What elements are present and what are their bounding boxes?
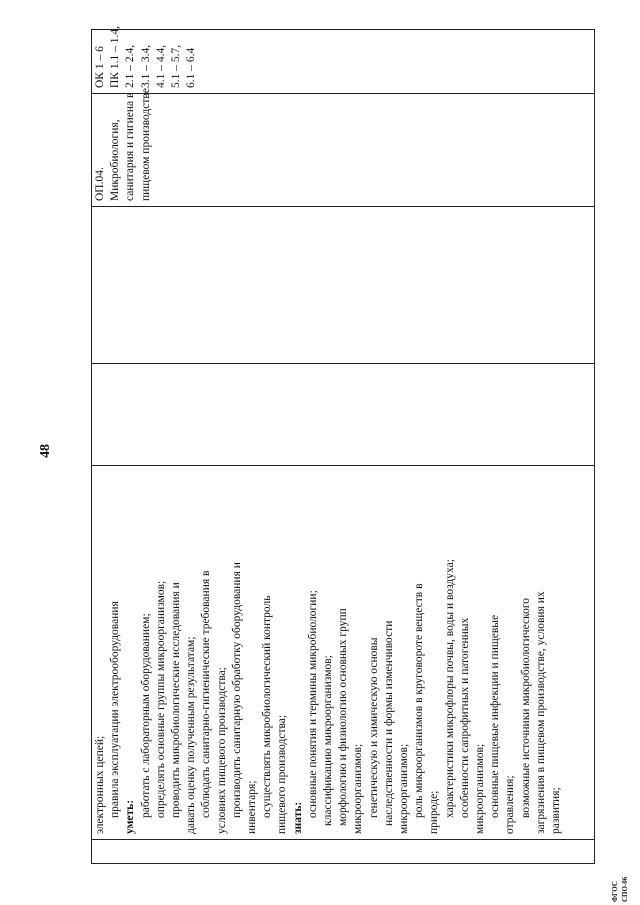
skill-line: электронных цепей;: [94, 735, 106, 834]
landscape-page: [91, 26, 595, 864]
skill-line: отравления;: [504, 775, 517, 834]
skill-line: развития;: [550, 787, 563, 834]
skill-line: условиях пищевого производства;: [215, 667, 228, 834]
skill-line: работать с лабораторным оборудованием;: [139, 613, 152, 818]
skill-line: загрязнения в пищевом производстве, условия их: [534, 591, 547, 834]
skill-line: микроорганизмов;: [398, 743, 411, 834]
competence-line: 2.1 – 2.4,: [124, 44, 137, 88]
skill-line: давать оценку полученным результатам;: [185, 636, 198, 834]
skill-line: возможные источники микробиологического: [519, 597, 532, 818]
section-heading: уметь:: [124, 799, 137, 834]
skill-line: особенности сапрофитных и патогенных: [458, 617, 471, 818]
discipline-line: пищевом производстве: [139, 88, 152, 201]
skill-line: определять основные группы микроорганизмов;: [154, 580, 167, 818]
skill-line: основные пищевые инфекции и пищевые: [489, 614, 502, 818]
skill-line: классификацию микроорганизмов;: [322, 655, 335, 826]
skill-line: проводить микробиологические исследования и: [170, 582, 183, 818]
skill-line: пищевого производства;: [276, 714, 289, 834]
skill-line: наследственности и формы изменчивости: [382, 620, 395, 826]
competences-cell: [92, 26, 595, 94]
section-heading: знать:: [291, 801, 304, 834]
classroom-hours-cell: [92, 207, 595, 364]
skill-line: осуществлять микробиологический контроль: [261, 595, 274, 818]
skill-line: соблюдать санитарно-гигиенические требования в: [200, 570, 213, 818]
table-row: [92, 30, 595, 864]
discipline-line: санитария и гигиена в: [124, 92, 137, 201]
skill-line: природе;: [428, 790, 441, 834]
footer-code: ФГОС СПО-06: [611, 876, 629, 902]
competence-line: ОК 1 – 6: [94, 46, 106, 88]
skill-line: характеристики микрофлоры почвы, воды и воздуха;: [443, 559, 456, 818]
competence-line: 4.1 – 4.4,: [154, 44, 167, 88]
skills-knowledge-cell: [92, 466, 595, 840]
skill-line: основные понятия и термины микробиологии;: [306, 590, 319, 818]
skill-line: роль микроорганизмов в круговороте веществ в: [413, 583, 426, 818]
competence-line: 5.1 – 5.7,: [170, 44, 183, 88]
skill-line: микроорганизмов;: [474, 743, 487, 834]
competence-line: 6.1 – 6.4: [185, 47, 198, 88]
skill-line: микроорганизмов;: [352, 743, 365, 834]
max-hours-cell: [92, 364, 595, 466]
curriculum-table: [91, 26, 595, 864]
skill-line: производить санитарную обработку оборудования и: [230, 562, 243, 818]
competence-line: 3.1 – 3.4,: [139, 44, 152, 88]
competence-line: ПК 1.1 – 1.4,: [109, 26, 122, 88]
page-number: 48: [38, 444, 53, 458]
skill-line: правила эксплуатации электрооборудования: [109, 601, 122, 818]
index-cell: [92, 840, 595, 864]
discipline-line: ОП.04.: [94, 167, 106, 201]
skill-line: генетическую и химическую основы: [367, 637, 380, 818]
skill-line: инвентаря;: [246, 780, 259, 834]
discipline-cell: [92, 88, 595, 207]
skill-line: морфологию и физиологию основных групп: [337, 608, 350, 826]
discipline-line: Микробиология,: [109, 119, 122, 201]
